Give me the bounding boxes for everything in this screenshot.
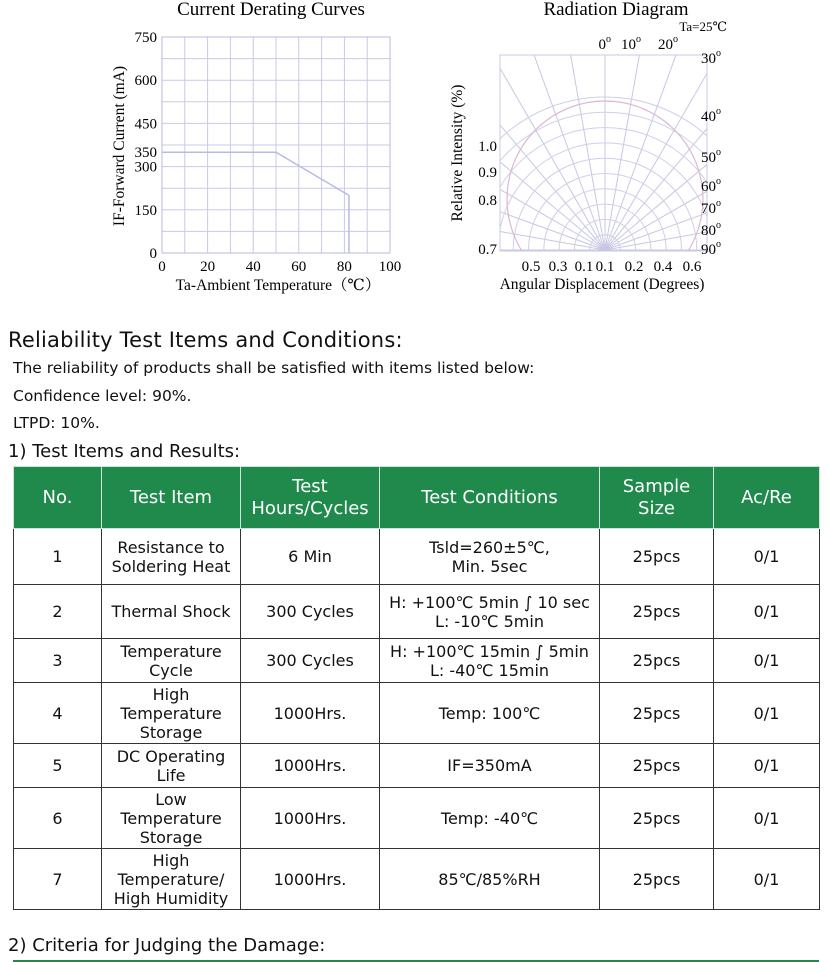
radial-grid-line <box>536 0 605 250</box>
temperature-annotation: Ta=25℃ <box>679 19 727 34</box>
displacement-label: 0.6 <box>682 259 702 275</box>
cell-conditions: H: +100℃ 15min ∫ 5min L: -40℃ 15min <box>380 639 600 683</box>
cell-no: 1 <box>14 529 102 585</box>
intro-text: The reliability of products shall be satisfied with items listed below: <box>13 359 535 377</box>
x-tick-label: 60 <box>291 259 307 275</box>
header-no: No. <box>14 467 102 529</box>
cell-sample-size: 25pcs <box>600 683 714 744</box>
current-derating-chart <box>100 0 410 300</box>
displacement-label: 0.5 <box>521 259 541 275</box>
cell-conditions: Temp: -40℃ <box>380 788 600 849</box>
ltpd-text: LTPD: 10%. <box>13 414 100 432</box>
displacement-label: 0.3 <box>548 259 568 275</box>
displacement-label: 0.4 <box>653 259 673 275</box>
cell-test-item: DC Operating Life <box>102 744 241 788</box>
cell-sample-size: 25pcs <box>600 849 714 910</box>
y-tick-label: 350 <box>134 145 157 162</box>
x-tick-label: 20 <box>200 259 216 275</box>
cell-ac-re: 0/1 <box>714 788 820 849</box>
cell-test-item: Low Temperature Storage <box>102 788 241 849</box>
table-row <box>14 788 820 849</box>
displacement-label: 0.2 <box>624 259 644 275</box>
intensity-label: 0.8 <box>478 193 497 209</box>
confidence-text: Confidence level: 90%. <box>13 387 192 405</box>
cell-sample-size: 25pcs <box>600 788 714 849</box>
derating-curve <box>162 152 349 253</box>
cell-conditions: Tsld=260±5℃, Min. 5sec <box>380 529 600 585</box>
header-sample-size: Sample Size <box>600 467 714 529</box>
test-results-table <box>13 466 820 910</box>
cell-hours: 1000Hrs. <box>241 849 380 910</box>
subheading-criteria: 2) Criteria for Judging the Damage: <box>8 935 326 956</box>
header-hours: Test Hours/Cycles <box>241 467 380 529</box>
cell-no: 2 <box>14 585 102 639</box>
table-row <box>14 744 820 788</box>
cell-conditions: 85℃/85%RH <box>380 849 600 910</box>
y-tick-label: 150 <box>134 202 157 219</box>
cell-no: 4 <box>14 683 102 744</box>
table-row <box>14 683 820 744</box>
displacement-label: 0.1 <box>595 259 615 275</box>
cell-no: 7 <box>14 849 102 910</box>
cell-test-item: Resistance to Soldering Heat <box>102 529 241 585</box>
cell-sample-size: 25pcs <box>600 639 714 683</box>
x-tick-label: 40 <box>245 259 261 275</box>
angle-label: 90$^o$ <box>701 239 721 258</box>
cell-hours: 300 Cycles <box>241 585 380 639</box>
intensity-label: 1.0 <box>478 139 497 155</box>
cell-conditions: H: +100℃ 5min ∫ 10 sec L: -10℃ 5min <box>380 585 600 639</box>
table-header-row <box>14 467 820 529</box>
cell-no: 5 <box>14 744 102 788</box>
header-conditions: Test Conditions <box>380 467 600 529</box>
y-axis-label: IF-Forward Current (mA) <box>111 65 128 227</box>
angle-label: 40$^o$ <box>701 106 721 125</box>
cell-ac-re: 0/1 <box>714 683 820 744</box>
angle-label: 0$^o$ <box>598 34 611 53</box>
intensity-label: 0.7 <box>478 242 497 258</box>
y-tick-label: 300 <box>134 159 157 176</box>
table-row <box>14 639 820 683</box>
angle-label: 50$^o$ <box>701 147 721 166</box>
x-axis-label: Ta-Ambient Temperature（℃） <box>175 277 381 294</box>
subheading-test-items: 1) Test Items and Results: <box>8 441 241 462</box>
displacement-label: 0.1 <box>574 259 594 275</box>
table-row <box>14 529 820 585</box>
intensity-label: 0.9 <box>478 165 497 181</box>
angle-label: 10$^o$ <box>621 34 641 53</box>
x-tick-label: 80 <box>336 259 352 275</box>
angle-label: 60$^o$ <box>701 176 721 195</box>
header-test-item: Test Item <box>102 467 241 529</box>
cell-ac-re: 0/1 <box>714 529 820 585</box>
cell-sample-size: 25pcs <box>600 585 714 639</box>
section-title: Reliability Test Items and Conditions: <box>8 328 403 352</box>
table-row <box>14 849 820 910</box>
y-tick-label: 450 <box>134 116 157 133</box>
cell-sample-size: 25pcs <box>600 529 714 585</box>
radial-grid-line <box>468 0 605 250</box>
cell-hours: 1000Hrs. <box>241 683 380 744</box>
y-axis-label: Relative Intensity (%) <box>449 84 466 222</box>
y-tick-label: 750 <box>134 30 157 46</box>
cell-test-item: Thermal Shock <box>102 585 241 639</box>
cell-ac-re: 0/1 <box>714 585 820 639</box>
cell-ac-re: 0/1 <box>714 744 820 788</box>
cell-no: 6 <box>14 788 102 849</box>
cell-conditions: Temp: 100℃ <box>380 683 600 744</box>
cell-no: 3 <box>14 639 102 683</box>
header-ac-re: Ac/Re <box>714 467 820 529</box>
table-row <box>14 585 820 639</box>
cell-test-item: High Temperature/ High Humidity <box>102 849 241 910</box>
chart-title: Radiation Diagram <box>543 0 689 20</box>
x-axis-label: Angular Displacement (Degrees) <box>499 276 705 293</box>
cell-ac-re: 0/1 <box>714 849 820 910</box>
radiation-diagram <box>440 0 740 300</box>
y-tick-label: 600 <box>134 73 157 90</box>
cell-test-item: High Temperature Storage <box>102 683 241 744</box>
y-tick-label: 0 <box>149 246 157 262</box>
angle-label: 70$^o$ <box>701 198 721 217</box>
angle-label: 20$^o$ <box>658 34 678 53</box>
x-tick-label: 0 <box>158 259 166 275</box>
cell-ac-re: 0/1 <box>714 639 820 683</box>
cell-hours: 6 Min <box>241 529 380 585</box>
chart-title: Current Derating Curves <box>177 0 365 20</box>
cell-conditions: IF=350mA <box>380 744 600 788</box>
cell-hours: 1000Hrs. <box>241 788 380 849</box>
angle-label: 30$^o$ <box>701 48 721 67</box>
cell-test-item: Temperature Cycle <box>102 639 241 683</box>
cell-hours: 1000Hrs. <box>241 744 380 788</box>
angle-label: 80$^o$ <box>701 220 721 239</box>
x-tick-label: 100 <box>378 259 402 275</box>
cell-sample-size: 25pcs <box>600 744 714 788</box>
cell-hours: 300 Cycles <box>241 639 380 683</box>
